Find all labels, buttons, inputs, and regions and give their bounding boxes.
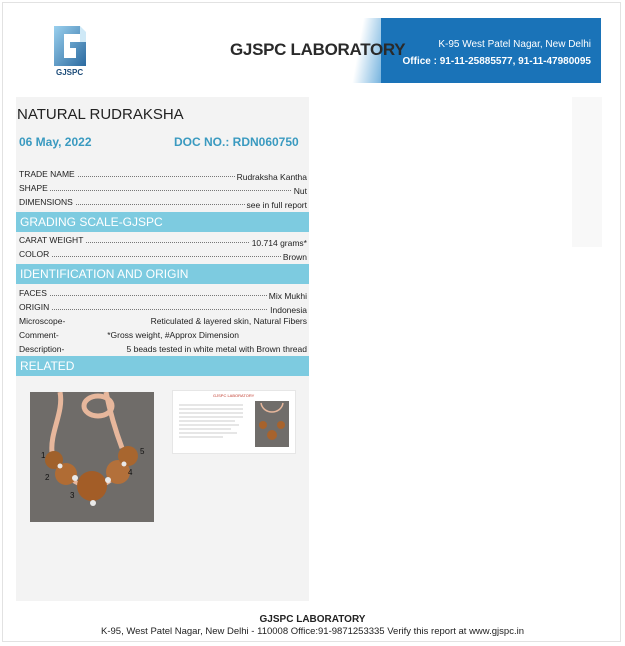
note-row-description: [19, 344, 307, 356]
logo-text: GJSPC: [56, 68, 84, 77]
detail-value: Rudraksha Kantha: [236, 172, 307, 182]
note-value: Reticulated & layered skin, Natural Fibers: [150, 316, 307, 326]
detail-key: DIMENSIONS: [19, 197, 73, 207]
leader-dots: [19, 256, 307, 257]
rudraksha-necklace-image: [30, 392, 154, 522]
grading-value: Brown: [282, 252, 307, 262]
report-thumbnail[interactable]: [172, 390, 296, 454]
report-header: [16, 18, 601, 83]
note-key: Description-: [19, 344, 65, 354]
identification-section-header: IDENTIFICATION AND ORIGIN: [16, 264, 309, 284]
detail-key: SHAPE: [19, 183, 48, 193]
identification-key: FACES: [19, 288, 47, 298]
leader-dots: [19, 295, 307, 296]
thumbnail-title: GJSPC LABORATORY: [213, 393, 255, 398]
grading-section-header: GRADING SCALE-GJSPC: [16, 212, 309, 232]
footer-address-line: K-95, West Patel Nagar, New Delhi - 110008 Office:91-9871253335 Verify this report at www.gjspc.in: [101, 626, 524, 637]
bead-label-4: 4: [128, 468, 133, 477]
footer-lab-name: GJSPC LABORATORY: [259, 614, 366, 625]
header-office-phone: Office : 91-11-25885577, 91-11-47980095: [402, 56, 591, 67]
grading-key: CARAT WEIGHT: [19, 235, 84, 245]
note-key: Comment-: [19, 330, 59, 340]
identification-row-origin: [19, 302, 307, 314]
note-row-comment: [19, 330, 307, 342]
identification-row-faces: [19, 288, 307, 300]
document-number: DOC NO.: RDN060750: [174, 135, 299, 149]
grading-row-carat-weight: [19, 235, 307, 247]
detail-key: TRADE NAME: [19, 169, 75, 179]
bead-label-1: 1: [41, 451, 46, 460]
note-key: Microscope-: [19, 316, 66, 326]
header-blue-panel: [381, 18, 601, 83]
bead-label-5: 5: [140, 447, 145, 456]
report-title: NATURAL RUDRAKSHA: [17, 106, 184, 123]
grading-value: 10.714 grams*: [251, 238, 307, 248]
leader-dots: [19, 190, 307, 191]
detail-row-trade-name: [19, 169, 307, 181]
note-value: *Gross weight, #Approx Dimension: [107, 330, 239, 340]
detail-value: see in full report: [246, 200, 307, 210]
bead-label-2: 2: [45, 473, 50, 482]
gjspc-logo-icon: [50, 24, 90, 68]
grading-key: COLOR: [19, 249, 50, 259]
note-row-microscope: [19, 316, 307, 328]
report-date: 06 May, 2022: [19, 135, 92, 149]
leader-dots: [19, 309, 307, 310]
rudraksha-photo[interactable]: [30, 392, 154, 522]
detail-value: Nut: [293, 186, 307, 196]
header-address: K-95 West Patel Nagar, New Delhi: [438, 39, 591, 50]
brand-name: GJSPC LABORATORY: [230, 40, 406, 59]
related-section-header: RELATED: [16, 356, 309, 376]
identification-value: Indonesia: [270, 305, 307, 315]
identification-key: ORIGIN: [19, 302, 50, 312]
identification-value: Mix Mukhi: [268, 291, 307, 301]
note-value: 5 beads tested in white metal with Brown thread: [126, 344, 307, 354]
detail-row-dimensions: [19, 197, 307, 209]
grading-row-color: [19, 249, 307, 261]
report-thumbnail-image: [173, 391, 295, 453]
bead-label-3: 3: [70, 491, 75, 500]
faded-panel: [572, 97, 602, 247]
report-card: [16, 97, 309, 601]
detail-row-shape: [19, 183, 307, 195]
